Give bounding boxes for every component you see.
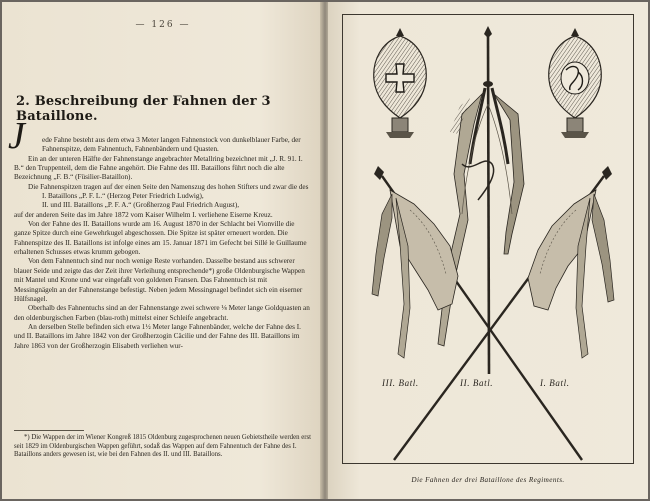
paragraph: Die Fahnenspitzen tragen auf der einen Seite den Namenszug des hohen Stifters und zwar die des	[28, 182, 309, 191]
paragraph: Von der Fahne des II. Bataillons wurde am 16. August 1870 in der Schlacht bei Vionville die ganze Spitze durch eine Gewehrkugel abgeschossen. Die Spitze ist später erneuert worden. Die Fahnenspitze des II. Bataillons ist infolge eines am 15. Januar 1871 im Gefecht bei Sillé le Guillaume erhaltenen Schusses etwas krumm gebogen.	[14, 220, 307, 257]
paragraph: I. Bataillons „P. F. L.“ (Herzog Peter Friedrich Ludwig),	[42, 192, 204, 201]
dropcap-initial: J	[8, 115, 25, 157]
finial-monogram	[549, 28, 602, 138]
crossed-flags	[372, 166, 614, 460]
plate-caption: Die Fahnen der drei Bataillone des Regiments.	[411, 476, 565, 484]
center-flag	[438, 26, 524, 374]
footnote-divider	[14, 430, 84, 431]
left-page	[2, 2, 324, 499]
body-text	[14, 136, 312, 351]
right-page	[328, 2, 648, 499]
open-book	[2, 2, 648, 499]
paragraph: auf der anderen Seite das im Jahre 1872 vom Kaiser Wilhelm I. verliehene Eiserne Kreuz.	[14, 210, 273, 219]
label-batl-1: I. Batl.	[540, 378, 570, 388]
paragraph: Oberhalb des Fahnentuchs sind an der Fahnenstange zwei schwere ⅛ Meter lange Goldquasten an den oldenburgischen Farben (blau-roth) mittelst einer Schleife angebracht.	[14, 304, 310, 322]
finial-iron-cross	[374, 28, 427, 138]
section-heading: 2. Beschreibung der Fahnen der 3 Bataillone.	[16, 94, 271, 124]
paragraph: Ein an der unteren Hälfte der Fahnenstange angebrachter Metallring bezeichnet mit „J. R. 91. I. B.“ den Truppenteil, dem die Fahne angehört. Die Fahne des III. Bataillons führt noch die alte Bezeichnung „F. B.“ (Füsilier-Bataillon).	[14, 154, 303, 182]
paragraph: ede Fahne besteht aus dem etwa 3 Meter langen Fahnenstock von dunkelblauer Farbe, der Fahnenspitze, dem Fahnentuch, Fahnenbändern und Quasten.	[42, 136, 301, 154]
paragraph: Von dem Fahnentuch sind nur noch wenige Reste vorhanden. Dasselbe bestand aus schwerer blauer Seide und zeigte das der Zeit ihrer Verleihung entsprechende*) große Oldenburgische Wappen mit Mantel und Krone und war eingefaßt von goldenen Fransen. Das Fahnentuch ist mit Messingnägeln an der Fahnenstange befestigt. Neben jedem Messingnagel befindet sich ein eiserner Hülfsnagel.	[14, 257, 305, 303]
paragraph: II. und III. Bataillons „P. F. A.“ (Großherzog Paul Friedrich August),	[42, 201, 240, 210]
label-batl-2: II. Batl.	[460, 378, 494, 388]
label-batl-3: III. Batl.	[382, 378, 419, 388]
footnote: *) Die Wappen der im Wiener Kongreß 1815 Oldenburg zugesprochenen neuen Gebietstheile werden erst seit 1829 im Oldenburgischen Wappen geführt, sodaß das Wappen auf dem Fahnentuch der Fahne des I. Bataillons anders gewesen ist, wie bei den Fahnen des II. und III. Bataillons.	[14, 434, 312, 459]
paragraph: An derselben Stelle befinden sich etwa 1½ Meter lange Fahnenbänder, welche der Fahne des I. und II. Bataillons im Jahre 1842 von der Großherzogin Cäcilie und der Fahne des III. Bataillons im Jahre 1863 von der Großherzogin Elisabeth verliehen wur-	[14, 322, 301, 350]
page-number: — 126 —	[135, 20, 191, 30]
flags-illustration	[342, 14, 634, 464]
